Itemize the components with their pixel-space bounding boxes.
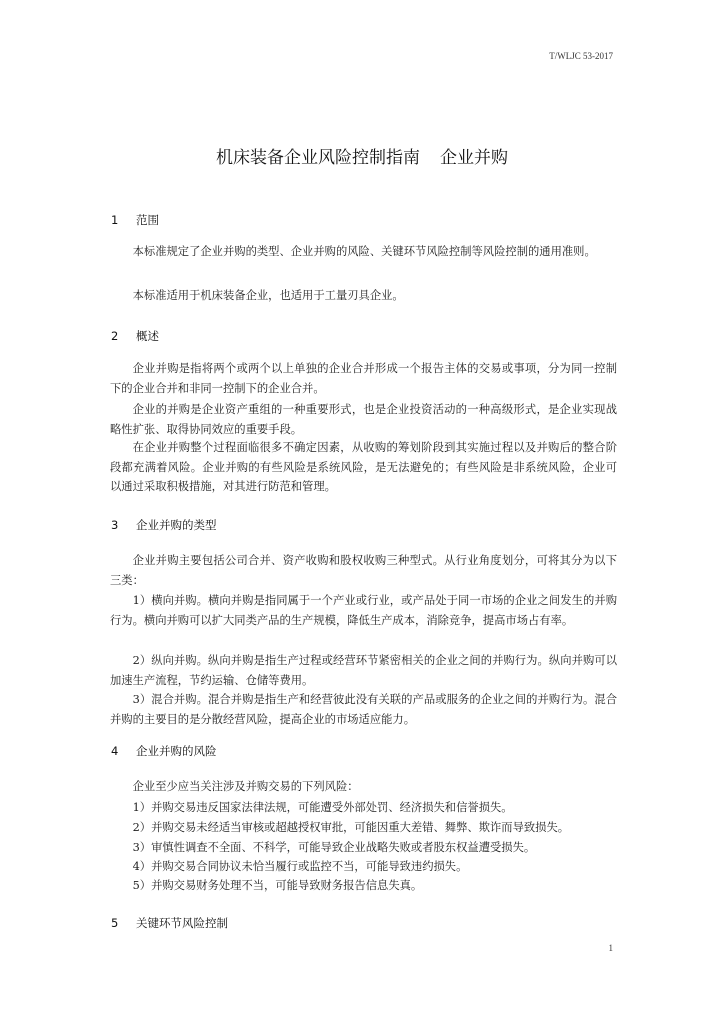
- section-heading: [111, 328, 159, 344]
- section-title: 企业并购的类型: [136, 518, 217, 532]
- paragraph: 企业至少应当关注涉及并购交易的下列风险：: [132, 780, 359, 793]
- paragraph: 企业的并购是企业资产重组的一种重要形式，也是企业投资活动的一种高级形式，是企业实现战略性扩张、取得协同效应的重要手段。: [110, 403, 617, 436]
- document-title: [0, 143, 724, 168]
- section-title: 范围: [136, 213, 159, 227]
- section-heading: [111, 212, 159, 228]
- page-number: 1: [608, 943, 613, 953]
- title-subtitle: 企业并购: [440, 148, 508, 168]
- paragraph: 本标准适用于机床装备企业，也适用于工量刃具企业。: [132, 289, 404, 302]
- section-number: 1: [111, 213, 119, 227]
- section-title: 企业并购的风险: [136, 744, 217, 758]
- section-title: 概述: [136, 329, 159, 343]
- section-heading: [111, 517, 217, 533]
- list-item: 1）横向并购。横向并购是指同属于一个产业或行业，或产品处于同一市场的企业之间发生的并购行为。横向并购可以扩大同类产品的生产规模，降低生产成本，消除竞争，提高市场占有率。: [110, 594, 617, 627]
- list-item: 3）混合并购。混合并购是指生产和经营彼此没有关联的产品或服务的企业之间的并购行为。混合并购的主要目的是分散经营风险，提高企业的市场适应能力。: [110, 693, 617, 726]
- title-main: 机床装备企业风险控制指南: [216, 148, 420, 168]
- section-number: 5: [111, 916, 119, 930]
- section-number: 4: [111, 744, 119, 758]
- list-item: 3）审慎性调查不全面、不科学，可能导致企业战略失败或者股东权益遭受损失。: [132, 841, 536, 854]
- paragraph: 在企业并购整个过程面临很多不确定因素，从收购的筹划阶段到其实施过程以及并购后的整合阶段都充满着风险。企业并购的有些风险是系统风险，是无法避免的；有些风险是非系统风险，企业可以通过采取积极措施，对其进行防范和管理。: [110, 441, 617, 493]
- list-item: 2）纵向并购。纵向并购是指生产过程或经营环节紧密相关的企业之间的并购行为。纵向并购可以加速生产流程，节约运输、仓储等费用。: [110, 654, 617, 687]
- paragraph: 企业并购主要包括公司合并、资产收购和股权收购三种型式。从行业角度划分，可将其分为以下三类：: [110, 554, 617, 587]
- section-heading: [111, 915, 228, 931]
- section-number: 2: [111, 329, 119, 343]
- section-title: 关键环节风险控制: [136, 916, 228, 930]
- paragraph: 企业并购是指将两个或两个以上单独的企业合并形成一个报告主体的交易或事项，分为同一控制下的企业合并和非同一控制下的企业合并。: [110, 362, 617, 395]
- list-item: 2）并购交易未经适当审核或超越授权审批，可能因重大差错、舞弊、欺诈而导致损失。: [132, 821, 570, 834]
- list-item: 5）并购交易财务处理不当，可能导致财务报告信息失真。: [132, 879, 423, 892]
- section-number: 3: [111, 518, 119, 532]
- document-code: T/WLJC 53-2017: [549, 51, 613, 61]
- list-item: 1）并购交易违反国家法律法规，可能遭受外部处罚、经济损失和信誉损失。: [132, 801, 513, 814]
- list-item: 4）并购交易合同协议未恰当履行或监控不当，可能导致违约损失。: [132, 860, 468, 873]
- paragraph: 本标准规定了企业并购的类型、企业并购的风险、关键环节风险控制等风险控制的通用准则。: [132, 245, 596, 258]
- section-heading: [111, 743, 217, 759]
